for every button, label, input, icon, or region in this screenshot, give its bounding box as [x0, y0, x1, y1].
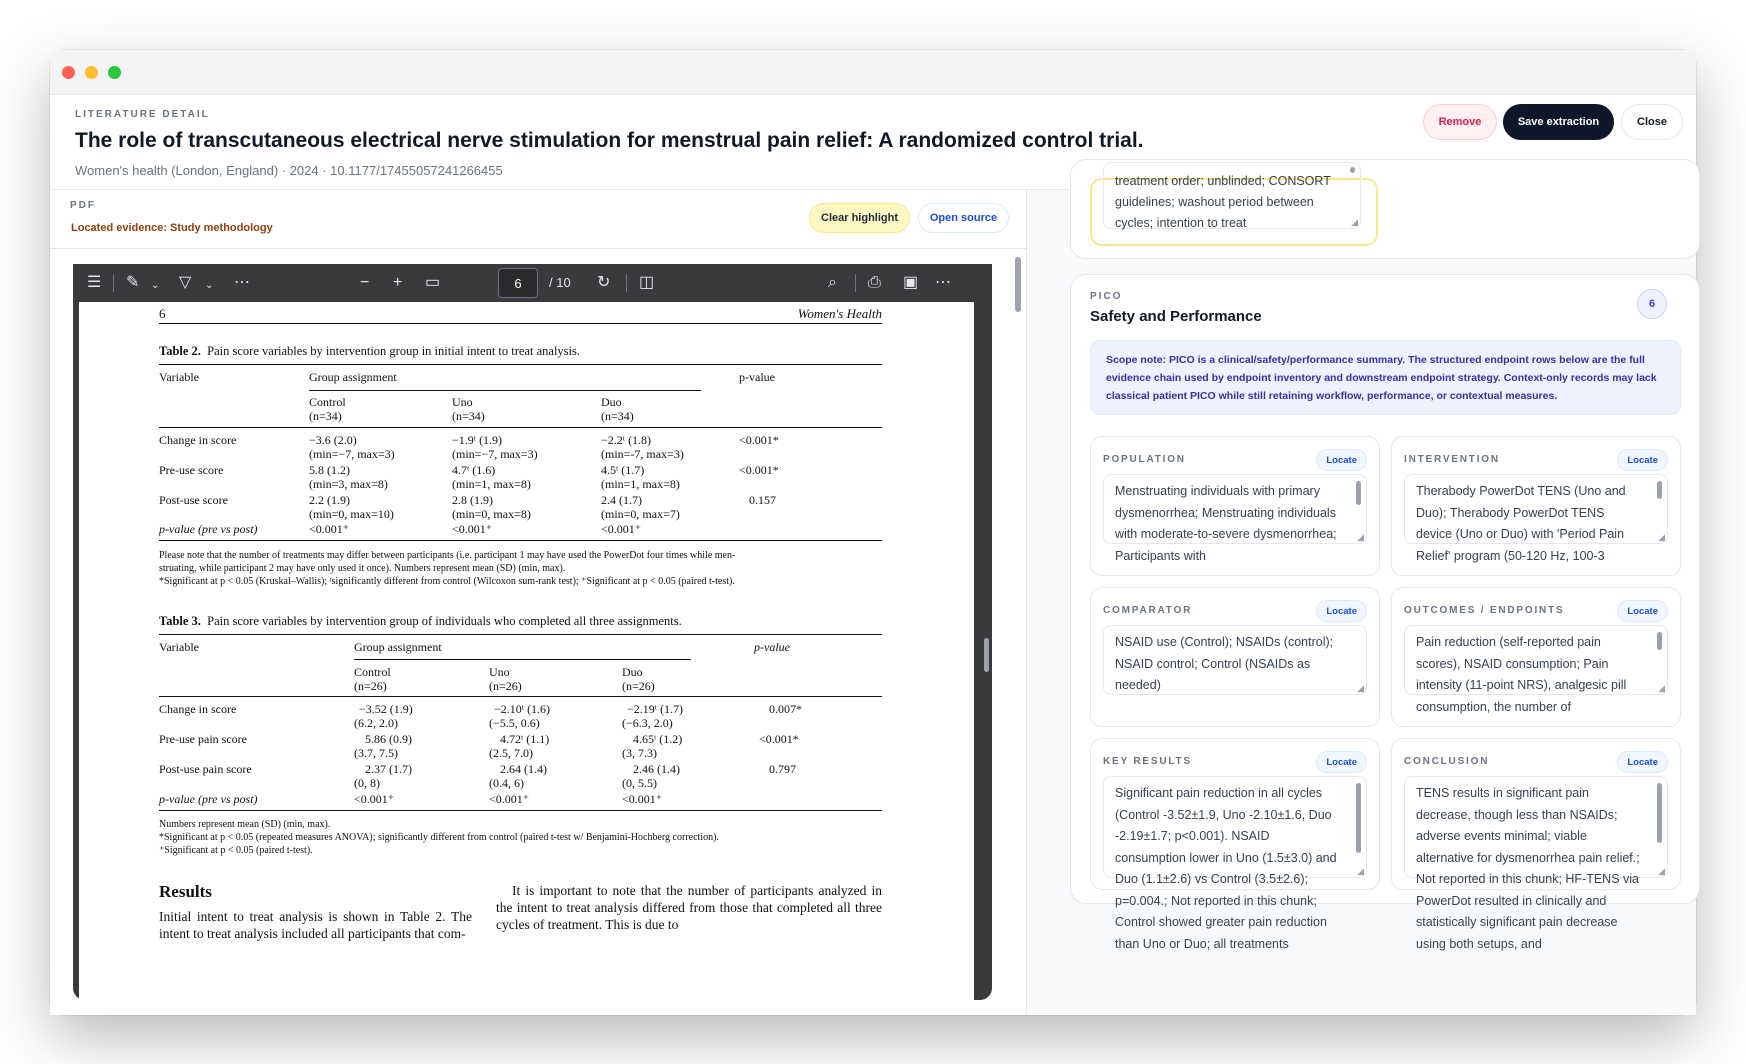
- table-cell: (−6.3, 2.0): [622, 716, 673, 730]
- table-cell: <0.001⁺: [452, 522, 493, 536]
- table-row-label: Post-use score: [159, 493, 228, 507]
- rule: [159, 810, 882, 811]
- population-field: [1090, 436, 1380, 576]
- comparator-field: [1090, 587, 1380, 727]
- pdf-toolbar: [73, 264, 992, 302]
- table-row-label: p-value (pre vs post): [159, 792, 258, 806]
- locate-button[interactable]: Locate: [1316, 600, 1367, 622]
- page-number-input[interactable]: 6: [498, 268, 538, 298]
- resize-handle-icon[interactable]: ◢: [1357, 683, 1364, 693]
- outcomes-input[interactable]: [1404, 625, 1668, 714]
- table-cell: (−5.5, 0.6): [489, 716, 540, 730]
- resize-handle-icon[interactable]: ◢: [1357, 532, 1364, 542]
- table-row-label: Pre-use pain score: [159, 732, 247, 746]
- field-scrollbar[interactable]: [1356, 481, 1361, 505]
- pico-title: Safety and Performance: [1090, 308, 1262, 325]
- pdf-eyebrow: PDF: [70, 200, 96, 211]
- highlight-icon[interactable]: ✎: [126, 274, 140, 291]
- table2-caption: Table 2. Pain score variables by intervention group in initial intent to treat analysis.: [159, 344, 580, 358]
- table-cell-p: <0.001*: [739, 463, 779, 477]
- locate-button[interactable]: Locate: [1316, 449, 1367, 471]
- table-cell: 5.86 (0.9): [365, 732, 412, 746]
- list-icon[interactable]: ☰: [87, 274, 102, 291]
- table-cell: 2.2 (1.9): [309, 493, 350, 507]
- table-cell: 4.7ᵗ (1.6): [452, 463, 496, 477]
- journal-name: Women's Health: [797, 306, 882, 321]
- page-view-icon[interactable]: ◫: [639, 274, 655, 291]
- table-cell: −2.2ᵗ (1.8): [601, 433, 652, 447]
- resize-handle-icon[interactable]: ◢: [1357, 866, 1364, 876]
- table-cell: −3.52 (1.9): [359, 702, 413, 716]
- table-cell: (3, 7.3): [622, 746, 657, 760]
- comparator-input[interactable]: [1103, 625, 1367, 695]
- t2-col: Control: [309, 395, 346, 409]
- rotate-icon[interactable]: ↻: [597, 274, 611, 291]
- table-cell: 5.8 (1.2): [309, 463, 350, 477]
- table-cell: (0.4, 6): [489, 776, 524, 790]
- t3-col: Control: [354, 665, 391, 679]
- table-cell: (6.2, 2.0): [354, 716, 398, 730]
- table-cell: 4.5ᵗ (1.7): [601, 463, 645, 477]
- t3-col: Duo: [622, 665, 643, 679]
- intervention-label: INTERVENTION: [1404, 454, 1500, 465]
- rule: [159, 323, 882, 324]
- table-row-label: p-value (pre vs post): [159, 522, 258, 536]
- pdf-panel: [50, 190, 1026, 1015]
- table-cell: <0.001⁺: [601, 522, 642, 536]
- page-total: / 10: [549, 275, 571, 290]
- pdf-viewer: [73, 264, 992, 1000]
- locate-button[interactable]: Locate: [1617, 600, 1668, 622]
- methodology-text[interactable]: [1103, 162, 1361, 229]
- body-text-right: It is important to note that the number of participants analyzed in the intent to treat analysis differed from those that completed all three cycles of treatment. This is due to: [496, 883, 882, 932]
- table-row-label: Change in score: [159, 433, 237, 447]
- draw-icon[interactable]: ▽: [179, 274, 192, 291]
- conclusion-field: [1391, 738, 1681, 951]
- table-cell: −2.19ᵗ (1.7): [627, 702, 684, 716]
- t3-header-variable: Variable: [159, 640, 199, 654]
- table-cell: 4.65ᵗ (1.2): [633, 732, 683, 746]
- population-input[interactable]: [1103, 474, 1367, 563]
- table-cell: 4.72ᵗ (1.1): [500, 732, 550, 746]
- t2-header-group: Group assignment: [309, 370, 397, 384]
- table-cell: <0.001⁺: [489, 792, 530, 806]
- t2-col: Duo: [601, 395, 622, 409]
- field-scrollbar[interactable]: [1657, 481, 1662, 499]
- page-number: 6: [159, 306, 166, 321]
- table-cell: <0.001⁺: [622, 792, 663, 806]
- field-scrollbar[interactable]: [1350, 167, 1355, 173]
- close-button[interactable]: Close: [1621, 104, 1683, 140]
- methodology-value: treatment order; unblinded; CONSORT guidelines; washout period between cycles; intention to treat: [1115, 174, 1331, 230]
- header-eyebrow: LITERATURE DETAIL: [75, 109, 210, 120]
- title-bar: [50, 50, 1696, 95]
- rule: [159, 427, 882, 428]
- table-cell-p: <0.001*: [759, 732, 799, 746]
- population-value: Menstruating individuals with primary dysmenorrhea; Menstruating individuals with moderate-to-severe dysmenorrhea; Participants with: [1115, 484, 1337, 563]
- table-cell-p: <0.001*: [739, 433, 779, 447]
- table-note: Please note that the number of treatments may differ between participants (i.e. participant 1 may have used the PowerDot four times while men-: [159, 550, 736, 561]
- population-label: POPULATION: [1103, 454, 1186, 465]
- chevron-down-icon[interactable]: ⌄: [151, 280, 160, 291]
- t2-col: Uno: [452, 395, 473, 409]
- table-cell: (min=3, max=8): [309, 477, 388, 491]
- key-results-input[interactable]: [1103, 776, 1367, 951]
- table-cell: 2.8 (1.9): [452, 493, 493, 507]
- rule: [159, 540, 882, 541]
- t3-col: Uno: [489, 665, 510, 679]
- rule: [159, 364, 882, 365]
- table-cell: (min=−7, max=3): [452, 447, 538, 461]
- toolbar-separator: [626, 274, 627, 292]
- t3-col-n: (n=26): [354, 679, 387, 693]
- search-icon[interactable]: ⌕: [828, 274, 837, 291]
- toolbar-separator: [113, 274, 114, 292]
- table-cell: 2.46 (1.4): [633, 762, 680, 776]
- table-note: *Significant at p < 0.05 (repeated measures ANOVA); significantly different from control (paired t-test w/ Benjamini-Hochberg correction).: [159, 832, 719, 843]
- fit-page-icon[interactable]: ▭: [425, 274, 441, 291]
- table-cell: (2.5, 7.0): [489, 746, 533, 760]
- table-note: Numbers represent mean (SD) (min, max).: [159, 819, 331, 830]
- t3-header-group: Group assignment: [354, 640, 442, 654]
- pico-card: [1070, 274, 1700, 951]
- zoom-in-icon[interactable]: +: [393, 274, 403, 291]
- highlighted-field: [1090, 174, 1378, 246]
- rule: [159, 696, 882, 697]
- table-cell: (min=−7, max=3): [309, 447, 395, 461]
- table-cell: 2.37 (1.7): [365, 762, 412, 776]
- locate-button[interactable]: Locate: [1617, 751, 1668, 773]
- save-icon[interactable]: ▣: [903, 274, 919, 291]
- comparator-value: NSAID use (Control); NSAIDs (control); NSAID control; Control (NSAIDs as needed): [1115, 635, 1334, 692]
- print-icon[interactable]: ⎙: [868, 274, 881, 291]
- comparator-label: COMPARATOR: [1103, 605, 1193, 616]
- open-source-button[interactable]: Open source: [918, 203, 1009, 233]
- close-window-button[interactable]: [62, 66, 75, 79]
- conclusion-label: CONCLUSION: [1404, 756, 1490, 767]
- field-scrollbar[interactable]: [1657, 783, 1662, 843]
- pico-eyebrow: PICO: [1090, 291, 1123, 302]
- maximize-window-button[interactable]: [108, 66, 121, 79]
- table-cell-p: 0.797: [769, 762, 796, 776]
- extraction-panel: [1027, 174, 1696, 1015]
- resize-handle-icon[interactable]: ◢: [1658, 683, 1665, 693]
- more-icon[interactable]: ⋯: [935, 274, 951, 291]
- rule: [159, 634, 882, 635]
- table-cell: 2.64 (1.4): [500, 762, 547, 776]
- table-cell: (3.7, 7.5): [354, 746, 398, 760]
- toolbar-separator: [855, 274, 856, 292]
- table-cell: (min=1, max=8): [601, 477, 680, 491]
- count-badge: 6: [1637, 289, 1667, 319]
- table-cell: (0, 5.5): [622, 776, 657, 790]
- conclusion-value: TENS results in significant pain decrease, though less than NSAIDs; adverse events minimal; viable alternative for dysmenorrhea pain relief.; Not reported in this chunk; HF-TENS via PowerDot resulted in clinically and statistically significant pain decrease using both setups, and: [1416, 786, 1640, 951]
- table-row-label: Change in score: [159, 702, 237, 716]
- table-cell: <0.001⁺: [354, 792, 395, 806]
- locate-button[interactable]: Locate: [1617, 449, 1668, 471]
- key-results-field: [1090, 738, 1380, 951]
- table-cell: (0, 8): [354, 776, 380, 790]
- key-results-value: Significant pain reduction in all cycles (Control -3.52±1.9, Uno -2.10±1.6, Duo -2.19±1.7; p<0.001). NSAID consumption lower in Uno (1.5±3.0) and Duo (1.1±2.6) vs Control (3.5±2.6); p=0.004.; Not reported in this chunk; Control showed greater pain reduction than Uno or Duo; all treatments: [1115, 786, 1337, 951]
- minimize-window-button[interactable]: [85, 66, 98, 79]
- table-note: ⁺Significant at p < 0.05 (paired t-test).: [159, 845, 313, 856]
- panel-scrollbar[interactable]: [1015, 257, 1021, 312]
- locate-button[interactable]: Locate: [1316, 751, 1367, 773]
- key-results-label: KEY RESULTS: [1103, 756, 1192, 767]
- outcomes-field: [1391, 587, 1681, 727]
- table-cell-p: 0.007*: [769, 702, 802, 716]
- table-row-label: Pre-use score: [159, 463, 224, 477]
- table-cell: −3.6 (2.0): [309, 433, 357, 447]
- table-cell-p: 0.157: [749, 493, 776, 507]
- pdf-page: [79, 302, 974, 1000]
- resize-handle-icon[interactable]: ◢: [1658, 532, 1665, 542]
- t2-header-variable: Variable: [159, 370, 199, 384]
- results-heading: Results: [159, 882, 212, 901]
- located-evidence: Located evidence: Study methodology: [71, 222, 273, 234]
- resize-handle-icon[interactable]: ◢: [1351, 217, 1358, 227]
- table-cell: −1.9ᵗ (1.9): [452, 433, 503, 447]
- clear-highlight-button[interactable]: Clear highlight: [809, 203, 910, 233]
- table-cell: 2.4 (1.7): [601, 493, 642, 507]
- more-icon[interactable]: ⋯: [234, 274, 250, 291]
- table-cell: (min=0, max=10): [309, 507, 394, 521]
- zoom-out-icon[interactable]: −: [360, 274, 370, 291]
- t3-col-n: (n=26): [489, 679, 522, 693]
- table-note: struating, while participant 2 may have only used it once). Numbers represent mean (SD) (min, max).: [159, 563, 566, 574]
- intervention-field: [1391, 436, 1681, 576]
- app-window: [50, 50, 1696, 1015]
- table-cell: (min=0, max=8): [452, 507, 531, 521]
- outcomes-value: Pain reduction (self-reported pain scores), NSAID consumption; Pain intensity (11-point NRS), analgesic pill consumption, the number of: [1416, 635, 1627, 714]
- page-title: The role of transcutaneous electrical nerve stimulation for menstrual pain relief: A randomized control trial.: [75, 129, 1144, 152]
- conclusion-input[interactable]: [1404, 776, 1668, 951]
- outcomes-label: OUTCOMES / ENDPOINTS: [1404, 605, 1565, 616]
- table-note: *Significant at p < 0.05 (Kruskal–Wallis); ᵗsignificantly different from control (Wilcoxon sum-rank test); ⁺Significant at p < 0.05 (paired t-test).: [159, 576, 735, 587]
- t2-col-n: (n=34): [309, 409, 342, 423]
- remove-button[interactable]: Remove: [1423, 104, 1497, 140]
- resize-handle-icon[interactable]: ◢: [1658, 866, 1665, 876]
- table-cell: −2.10ᵗ (1.6): [494, 702, 551, 716]
- field-scrollbar[interactable]: [1356, 783, 1361, 853]
- table-cell: (min=0, max=7): [601, 507, 680, 521]
- t3-header-p: p-value: [754, 640, 790, 654]
- table-row-label: Post-use pain score: [159, 762, 252, 776]
- field-scrollbar[interactable]: [1657, 632, 1662, 650]
- citation-subtitle: Women's health (London, England) · 2024 · 10.1177/17455057241266455: [75, 163, 503, 178]
- intervention-value: Therabody PowerDot TENS (Uno and Duo); Therabody PowerDot TENS device (Uno or Duo) with 'Period Pain Relief' program (50-120 Hz, 100-3: [1416, 484, 1626, 563]
- rule: [309, 390, 701, 391]
- table-cell: <0.001⁺: [309, 522, 350, 536]
- panel-divider: [50, 248, 1026, 249]
- t3-col-n: (n=26): [622, 679, 655, 693]
- t2-header-p: p-value: [739, 370, 775, 384]
- table-cell: (min=-7, max=3): [601, 447, 684, 461]
- t2-col-n: (n=34): [452, 409, 485, 423]
- chevron-down-icon[interactable]: ⌄: [205, 280, 214, 291]
- intervention-input[interactable]: [1404, 474, 1668, 563]
- rule: [354, 659, 691, 660]
- body-text-left: Initial intent to treat analysis is shown in Table 2. The intent to treat analysis included all participants that com-: [159, 909, 472, 941]
- save-extraction-button[interactable]: Save extraction: [1503, 104, 1614, 140]
- table3-caption: Table 3. Pain score variables by intervention group of individuals who completed all three assignments.: [159, 614, 682, 628]
- scope-note: Scope note: PICO is a clinical/safety/performance summary. The structured endpoint rows below are the full evidence chain used by endpoint inventory and downstream endpoint strategy. Context-only records may lack classical patient PICO while still retaining workflow, performance, or contextual measures.: [1090, 340, 1681, 415]
- t2-col-n: (n=34): [601, 409, 634, 423]
- pdf-scrollbar[interactable]: [984, 638, 989, 672]
- table-cell: (min=1, max=8): [452, 477, 531, 491]
